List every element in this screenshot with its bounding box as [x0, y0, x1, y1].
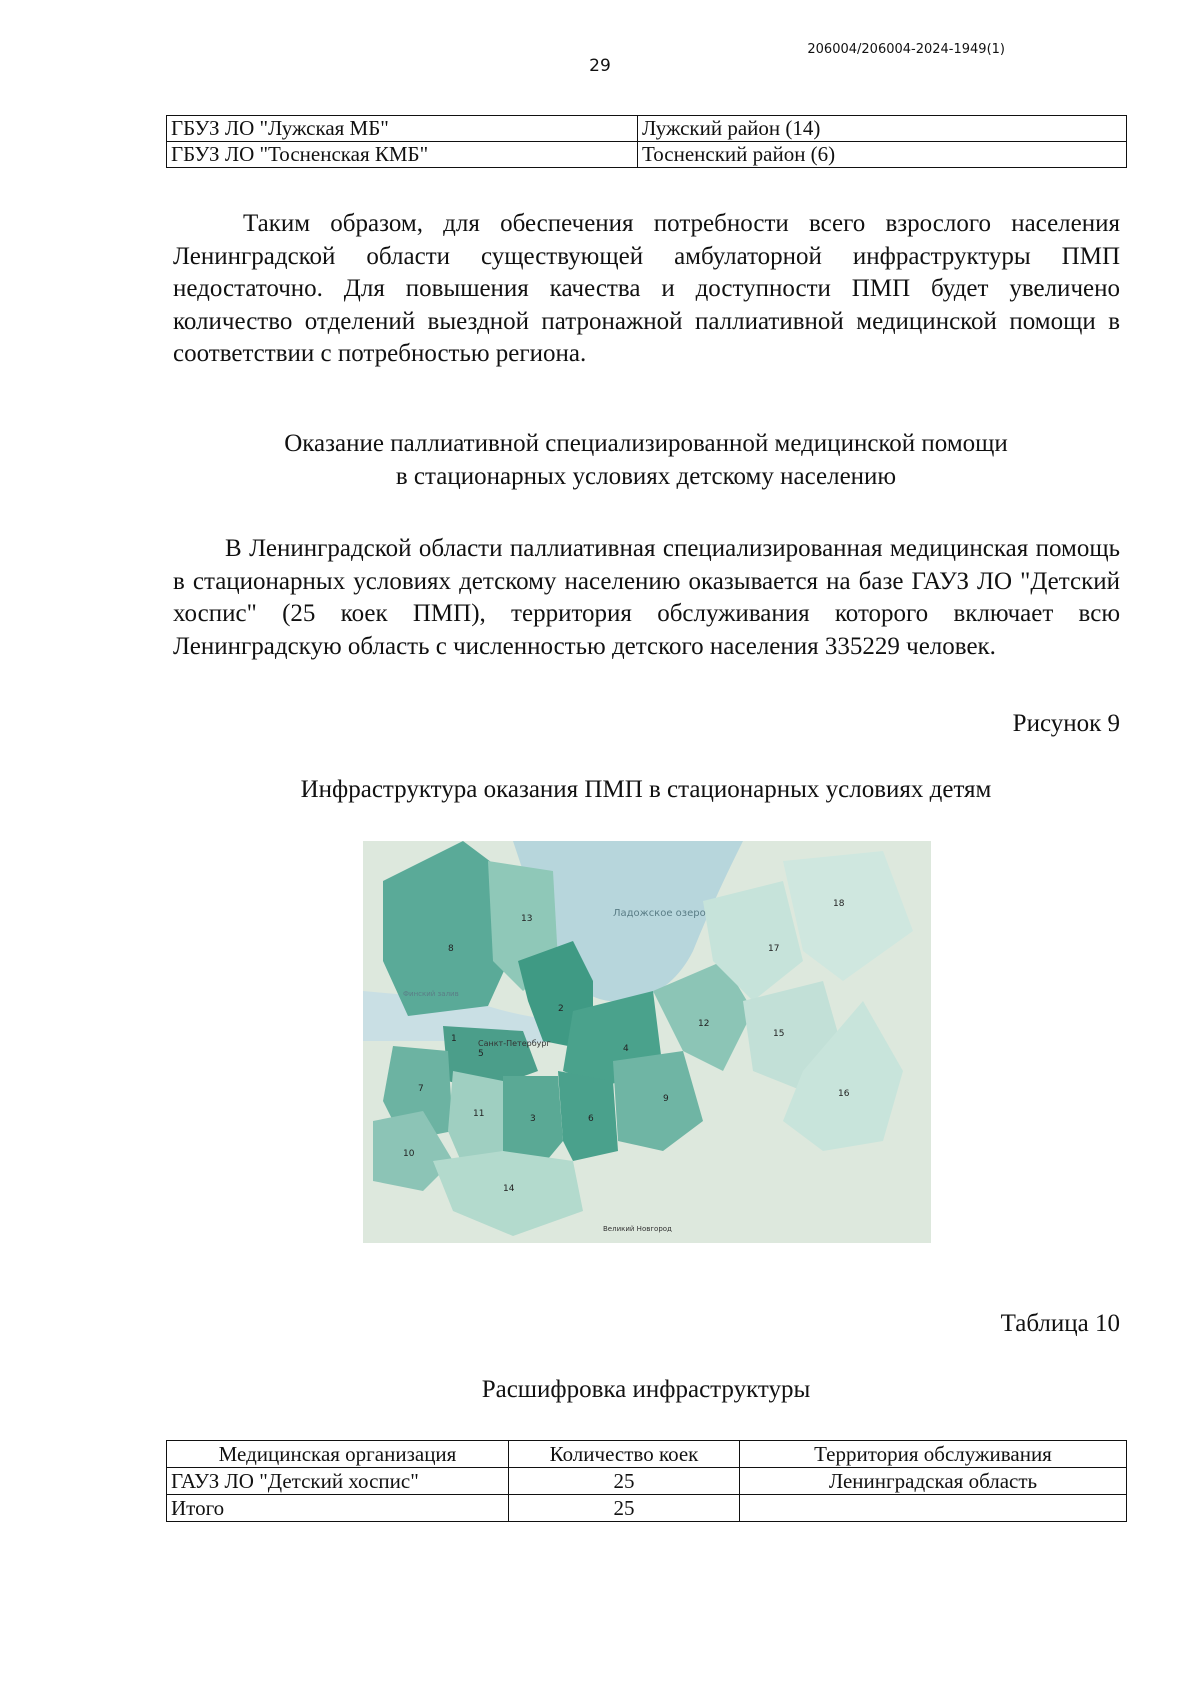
district-number: 10: [403, 1149, 415, 1159]
district-number: 13: [521, 914, 533, 924]
district-number: 6: [588, 1114, 594, 1124]
infrastructure-table: [166, 1440, 1127, 1522]
district-number: 15: [773, 1029, 785, 1039]
region-map: [363, 841, 931, 1243]
novgorod-label: Великий Новгород: [603, 1225, 672, 1233]
district-number: 2: [558, 1004, 564, 1014]
gulf-label: Финский залив: [403, 990, 459, 998]
table-row: [167, 116, 1127, 142]
document-code: 206004/206004-2024-1949(1): [807, 42, 1005, 57]
figure-title: Инфраструктура оказания ПМП в стационарных условиях детям: [300, 776, 992, 803]
table-cell: 25: [509, 1468, 740, 1495]
table-cell: Итого: [167, 1495, 509, 1522]
district-number: 11: [473, 1109, 485, 1119]
district-number: 7: [418, 1084, 424, 1094]
district-number: 12: [698, 1019, 710, 1029]
district-number: 18: [833, 899, 845, 909]
table-cell: Тосненский район (6): [638, 142, 1127, 168]
table-cell: [740, 1495, 1127, 1522]
column-header: Медицинская организация: [167, 1441, 509, 1468]
table-cell: ГБУЗ ЛО "Лужская МБ": [167, 116, 638, 142]
table-cell: Лужский район (14): [638, 116, 1127, 142]
section-heading-line: Оказание паллиативной специализированной медицинской помощи: [284, 430, 1008, 457]
section-heading-line: в стационарных условиях детскому населению: [395, 463, 897, 490]
section-heading: [0, 427, 1200, 493]
district-number: 14: [503, 1184, 515, 1194]
table-label: Таблица 10: [1000, 1310, 1120, 1337]
district-number: 4: [623, 1044, 629, 1054]
paragraph-children-hospice: В Ленинградской области паллиативная специализированная медицинская помощь в стационарных условиях детскому населению оказывается на базе ГАУЗ ЛО "Детский хоспис" (25 коек ПМП), территория обслуживания которого включает всю Ленинградскую область с численностью детского населения 335229 человек.: [173, 535, 1120, 660]
district-number: 16: [838, 1089, 850, 1099]
table-cell: ГАУЗ ЛО "Детский хоспис": [167, 1468, 509, 1495]
table-row: [167, 1495, 1127, 1522]
district-number: 5: [478, 1049, 484, 1059]
district-number: 17: [768, 944, 780, 954]
district-number: 1: [451, 1034, 457, 1044]
paragraph-adult-conclusion: Таким образом, для обеспечения потребности всего взрослого населения Ленинградской области существующей амбулаторной инфраструктуры ПМП недостаточно. Для повышения качества и доступности ПМП будет увеличено количество отделений выездной патронажной паллиативной медицинской помощи в соответствии с потребностью региона.: [173, 210, 1120, 367]
district-number: 8: [448, 944, 454, 954]
lake-label: Ладожское озеро: [613, 908, 706, 919]
table-cell: ГБУЗ ЛО "Тосненская КМБ": [167, 142, 638, 168]
table-cell: Ленинградская область: [740, 1468, 1127, 1495]
column-header: Количество коек: [509, 1441, 740, 1468]
table-cell: 25: [509, 1495, 740, 1522]
table-title: Расшифровка инфраструктуры: [481, 1376, 811, 1403]
figure-label: Рисунок 9: [1012, 710, 1120, 737]
table-row: [167, 142, 1127, 168]
district-number: 9: [663, 1094, 669, 1104]
district-number: 3: [530, 1114, 536, 1124]
spb-label: Санкт-Петербург: [478, 1039, 551, 1048]
table-row: [167, 1468, 1127, 1495]
page-number: 29: [589, 56, 611, 76]
districts-table: [166, 115, 1127, 168]
column-header: Территория обслуживания: [740, 1441, 1127, 1468]
table-header-row: [167, 1441, 1127, 1468]
